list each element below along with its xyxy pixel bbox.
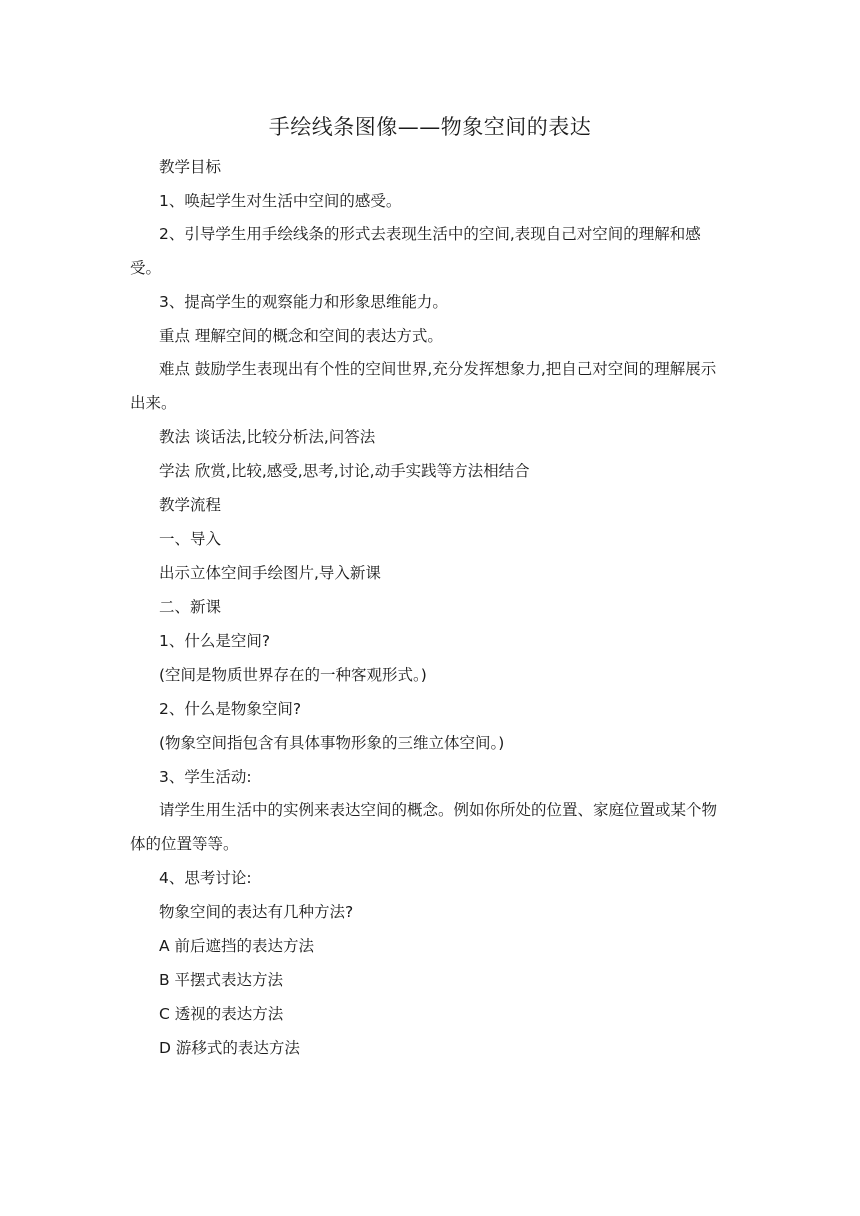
question-item: 2、什么是物象空间?: [159, 700, 302, 718]
document-title: 手绘线条图像——物象空间的表达: [268, 115, 592, 139]
answer-text: (物象空间指包含有具体事物形象的三维立体空间。): [159, 734, 505, 752]
body-text: 出示立体空间手绘图片,导入新课: [159, 564, 381, 582]
answer-text: (空间是物质世界存在的一种客观形式。): [159, 666, 427, 684]
activity-text: 请学生用生活中的实例来表达空间的概念。例如你所处的位置、家庭位置或某个物体的位置等等。: [130, 801, 718, 853]
method-option: D 游移式的表达方法: [159, 1039, 300, 1057]
objective-item: 2、引导学生用手绘线条的形式去表现生活中的空间,表现自己对空间的理解和感受。: [130, 225, 701, 277]
objective-item: 3、提高学生的观察能力和形象思维能力。: [159, 293, 448, 311]
method-option: C 透视的表达方法: [159, 1005, 284, 1023]
objective-item: 1、唤起学生对生活中空间的感受。: [159, 192, 402, 210]
method-option: B 平摆式表达方法: [159, 971, 284, 989]
learning-method: 学法 欣赏,比较,感受,思考,讨论,动手实践等方法相结合: [159, 462, 530, 480]
step-heading-intro: 一、导入: [159, 530, 222, 548]
section-heading-objectives: 教学目标: [159, 158, 222, 176]
discussion-heading: 4、思考讨论:: [159, 869, 252, 887]
discussion-question: 物象空间的表达有几种方法?: [159, 903, 354, 921]
teaching-method: 教法 谈话法,比较分析法,问答法: [159, 428, 376, 446]
activity-heading: 3、学生活动:: [159, 768, 252, 786]
question-item: 1、什么是空间?: [159, 632, 271, 650]
method-option: A 前后遮挡的表达方法: [159, 937, 315, 955]
section-heading-process: 教学流程: [159, 496, 222, 514]
difficulty: 难点 鼓励学生表现出有个性的空间世界,充分发挥想象力,把自己对空间的理解展示出来。: [130, 360, 717, 412]
step-heading-new-lesson: 二、新课: [159, 598, 222, 616]
key-point: 重点 理解空间的概念和空间的表达方式。: [159, 327, 443, 345]
